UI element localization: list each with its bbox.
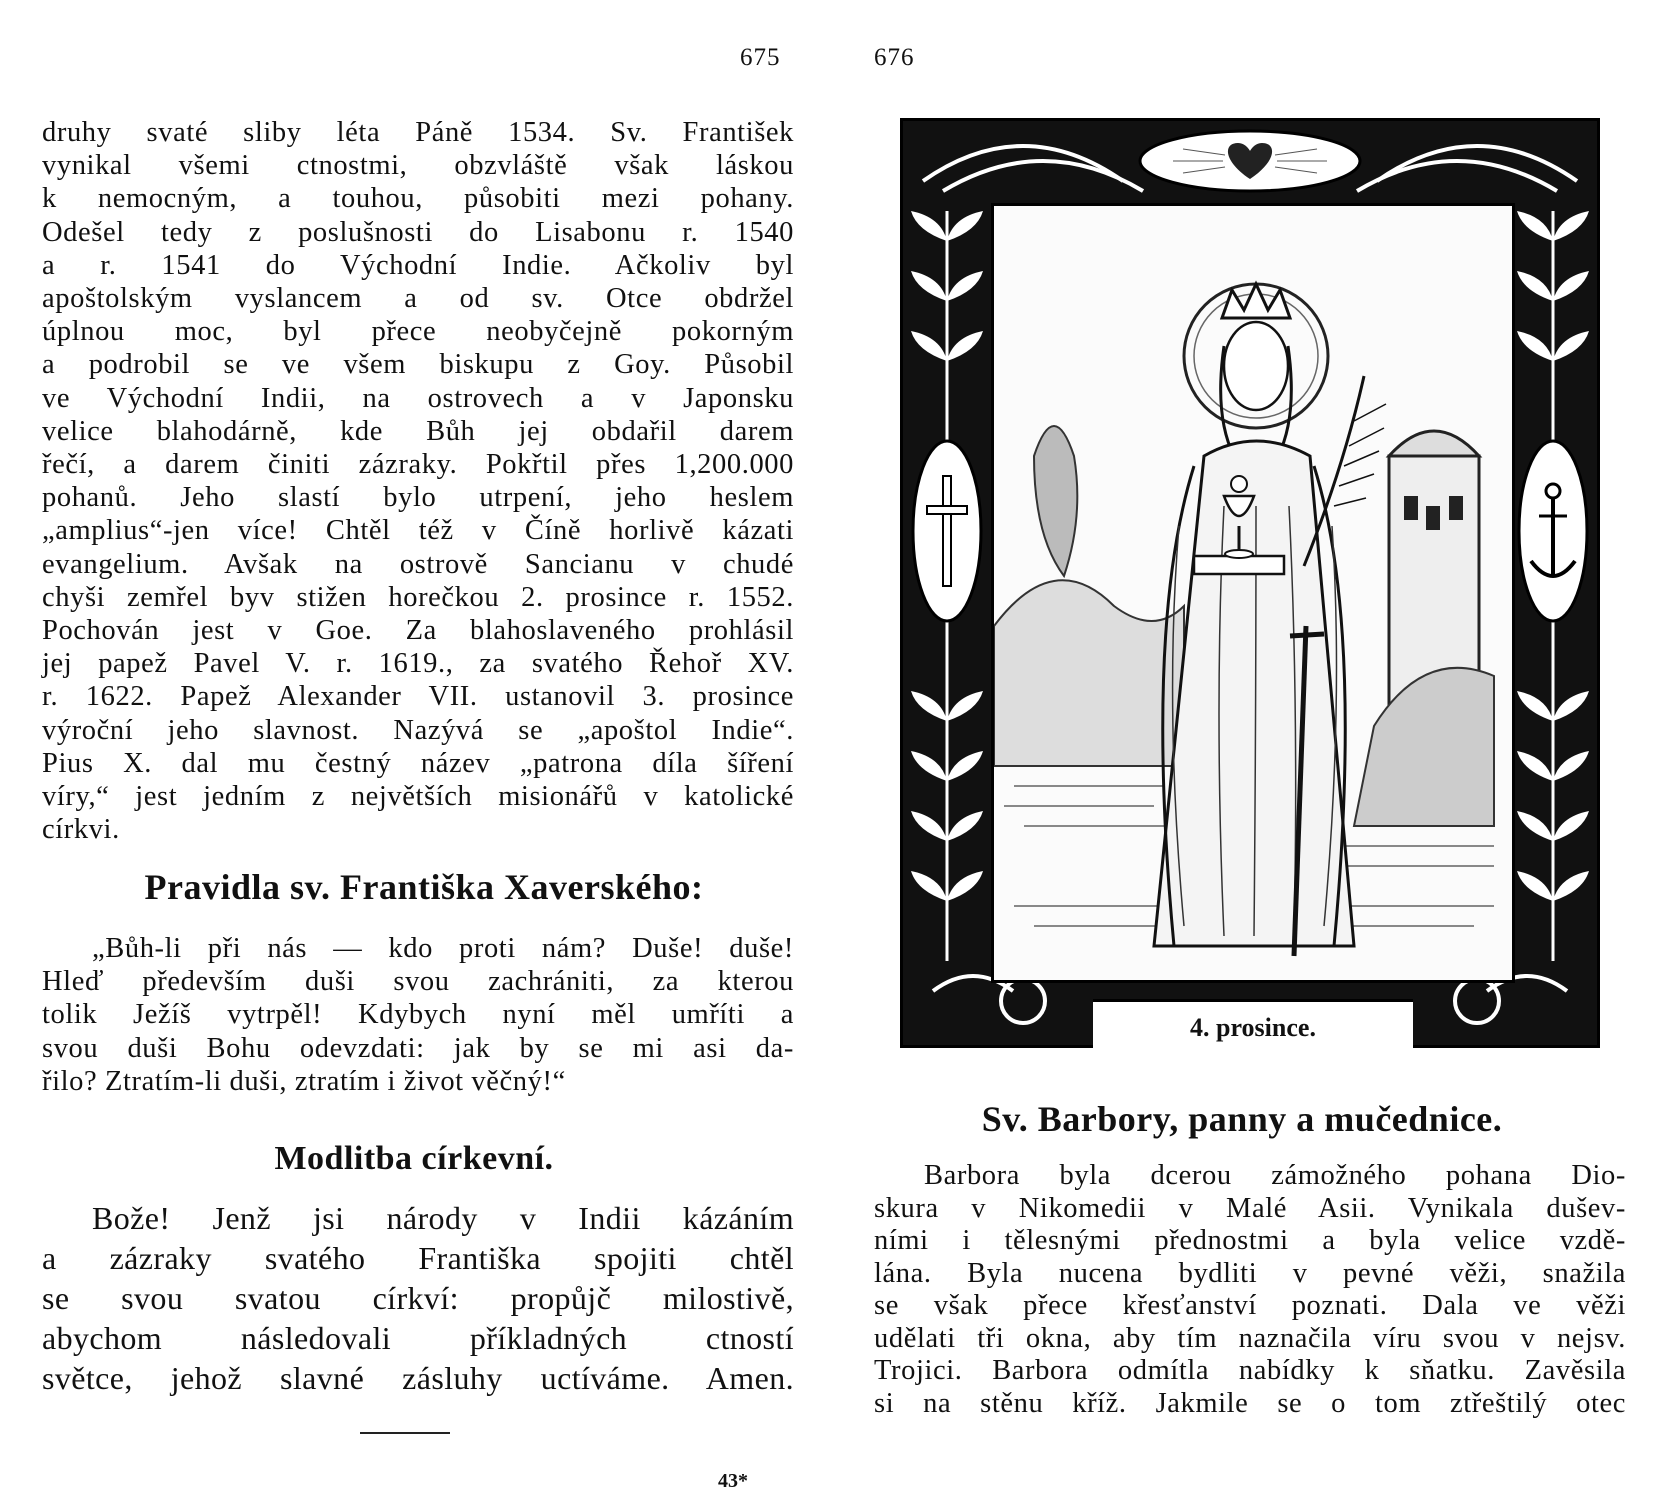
saint-barbara-figure-icon	[994, 206, 1512, 980]
text-line: „Bůh-li při nás — kdo proti nám? Duše! duše!	[92, 933, 794, 964]
rules-heading: Pravidla sv. Františka Xaverského:	[144, 867, 704, 907]
saint-barbara-heading: Sv. Barbory, panny a mučednice.	[981, 1099, 1503, 1139]
text-line: úplnou moc, byl přece neobyčejně pokorným	[42, 316, 794, 348]
text-line: církvi.	[42, 814, 120, 846]
biography-text	[42, 116, 794, 846]
text-line: Trojici. Barbora odmítla nabídky k sňatku. Zavěsila	[874, 1355, 1626, 1386]
text-line: řečí, a darem činiti zázraky. Pokřtil přes 1,200.000	[42, 449, 794, 481]
text-line: se však přece křesťanství poznati. Dala ve věži	[874, 1290, 1626, 1321]
text-line: Bože! Jenž jsi národy v Indii kázáním	[92, 1200, 794, 1236]
text-line: ve Východní Indii, na ostrovech a v Japonsku	[42, 382, 794, 414]
text-line: udělati tři okna, aby tím naznačila víru svou v nejsv.	[874, 1322, 1626, 1354]
signature-mark: 43*	[718, 1470, 748, 1492]
page-number-left: 675	[740, 44, 781, 71]
text-line: řilo? Ztratím-li duši, ztratím i život věčný!“	[42, 1065, 566, 1097]
text-line: a r. 1541 do Východní Indie. Ačkoliv byl	[42, 249, 794, 281]
text-line: „amplius“-jen více! Chtěl též v Číně horlivě kázati	[42, 515, 794, 547]
text-line: abychom následovali příkladných ctností	[42, 1320, 794, 1356]
text-line: k nemocným, a touhou, působiti mezi pohany.	[42, 183, 794, 215]
text-line: se svou svatou církví: propůjč milostivě,	[42, 1280, 794, 1316]
crown-icon	[1222, 284, 1290, 318]
text-line: Hleď především duši svou zachrániti, za kterou	[42, 966, 794, 998]
text-line: víry,“ jest jedním z největších misionářů v katolické	[42, 781, 794, 813]
text-line: ními i tělesnými přednostmi a byla velice vzdě-	[874, 1225, 1626, 1256]
text-line: jej papež Pavel V. r. 1619., za svatého Řehoř XV.	[42, 648, 794, 680]
text-line: skura v Nikomedii v Malé Asii. Vynikala dušev-	[874, 1192, 1626, 1224]
separator-rule	[360, 1432, 450, 1434]
date-label: 4. prosince.	[1093, 999, 1413, 1051]
text-line: a podrobil se ve všem biskupu z Goy. Působil	[42, 349, 794, 381]
text-line: apoštolským vyslancem a od sv. Otce obdržel	[42, 283, 794, 315]
text-line: lána. Byla nucena bydliti v pevné věži, snažila	[874, 1257, 1626, 1289]
text-line: a zázraky svatého Františka spojiti chtěl	[42, 1240, 794, 1276]
saint-barbara-text	[874, 1160, 1626, 1420]
text-line: tolik Ježíš vytrpěl! Kdybych nyní měl umříti a	[42, 999, 794, 1031]
rules-text	[42, 932, 794, 1098]
illustration-frame	[900, 118, 1600, 1048]
text-line: evangelium. Avšak na ostrově Sancianu v chudé	[42, 548, 794, 580]
prayer-heading: Modlitba církevní.	[274, 1140, 554, 1177]
text-line: r. 1622. Papež Alexander VII. ustanovil 3. prosince	[42, 681, 794, 713]
text-line: Barbora byla dcerou zámožného pohana Dio-	[924, 1160, 1626, 1191]
text-line: chyši zemřel byv stižen horečkou 2. prosince r. 1552.	[42, 581, 794, 613]
text-line: velice blahodárně, kde Bůh jej obdařil darem	[42, 415, 794, 447]
right-page	[828, 0, 1656, 1500]
text-line: druhy svaté sliby léta Páně 1534. Sv. František	[42, 117, 794, 148]
text-line: Pius X. dal mu čestný název „patrona díla šíření	[42, 747, 794, 779]
text-line: výroční jeho slavnost. Nazývá se „apoštol Indie“.	[42, 714, 794, 746]
text-line: pohanů. Jeho slastí bylo utrpení, jeho heslem	[42, 482, 794, 514]
prayer-text	[42, 1198, 794, 1398]
text-line: světce, jehož slavné zásluhy uctíváme. Amen.	[42, 1360, 794, 1396]
text-line: Pochován jest v Goe. Za blahoslaveného prohlásil	[42, 615, 794, 647]
saint-barbara-illustration	[991, 203, 1515, 983]
page-number-right: 676	[874, 44, 915, 71]
text-line: svou duši Bohu odevzdati: jak by se mi asi da-	[42, 1032, 794, 1064]
text-line: vynikal všemi ctnostmi, obzvláště však láskou	[42, 150, 794, 182]
text-line: Odešel tedy z poslušnosti do Lisabonu r. 1540	[42, 216, 794, 248]
text-line: si na stěnu kříž. Jakmile se o tom ztřeštilý otec	[874, 1387, 1626, 1419]
